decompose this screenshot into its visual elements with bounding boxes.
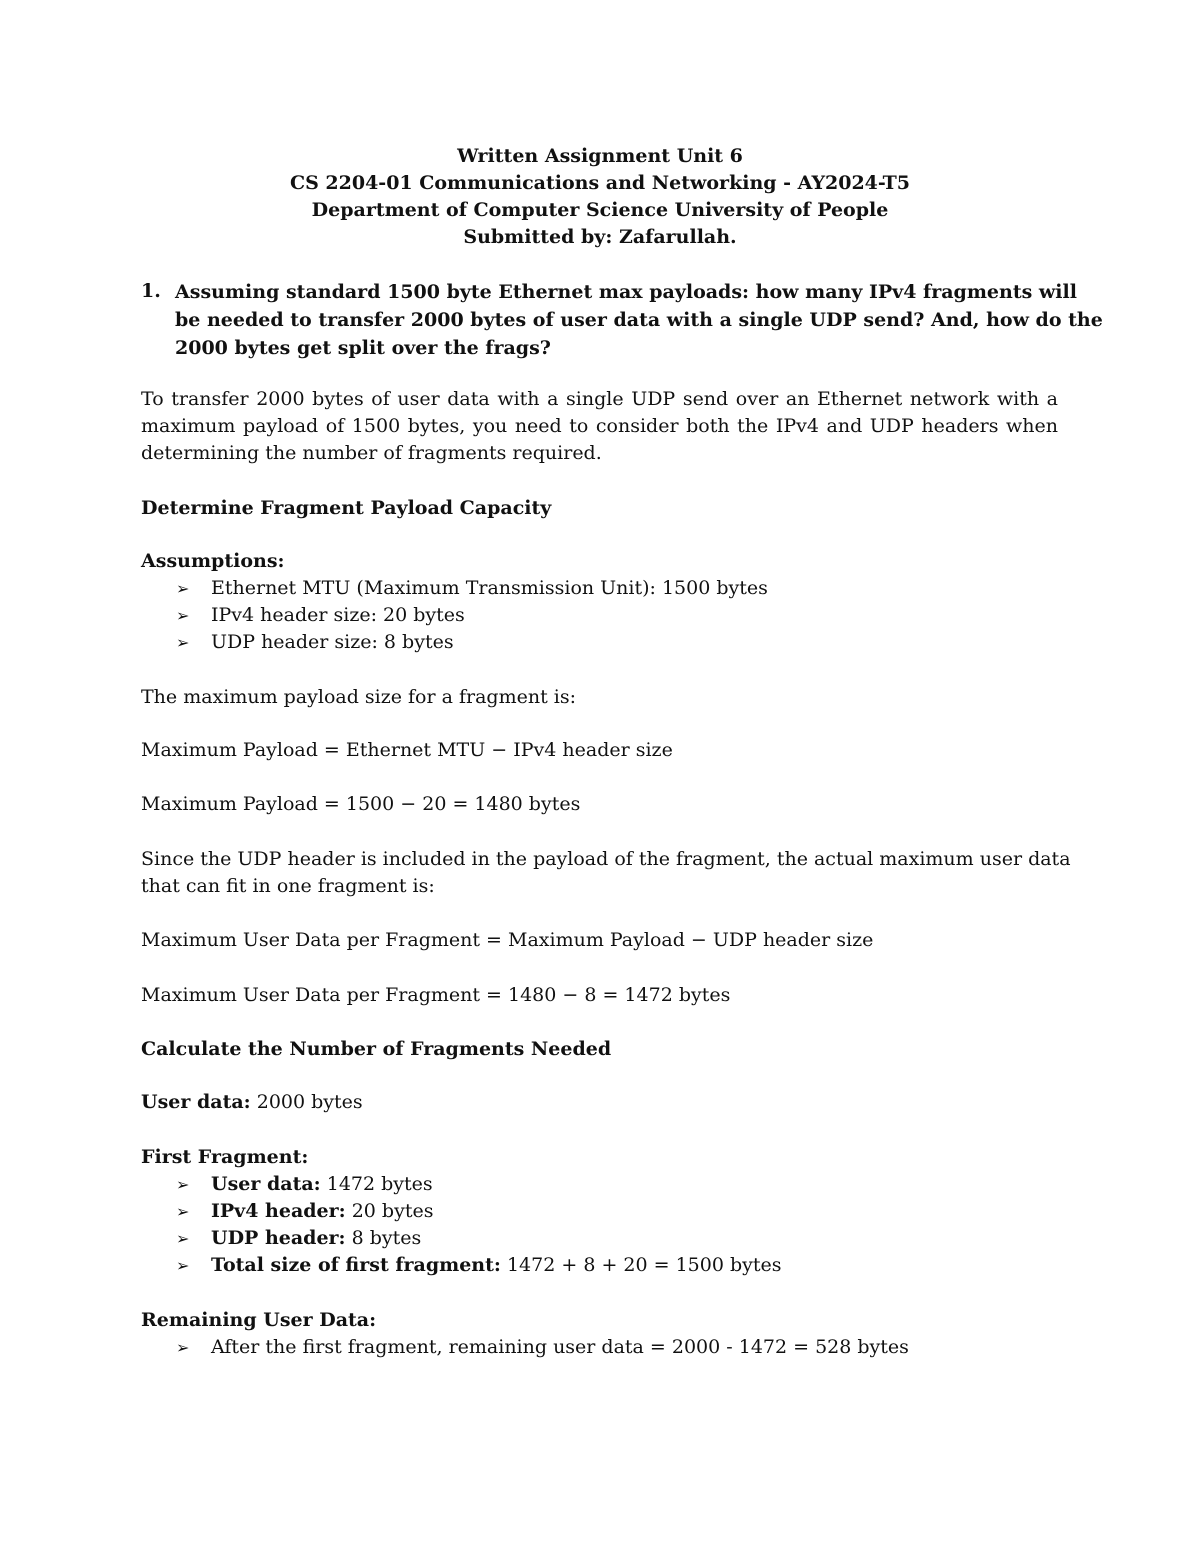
fragment-item-value: 1472 + 8 + 20 = 1500 bytes [500, 1254, 782, 1276]
submitted-by-line: Submitted by: Zafarullah. [463, 226, 737, 248]
fragment-item-value: 8 bytes [345, 1227, 422, 1249]
fragment-item-value: 20 bytes [345, 1200, 434, 1222]
question-number: 1. [141, 280, 161, 302]
paragraph-line: Since the UDP header is included in the payload of the fragment, the actual maximum user data [141, 848, 1071, 870]
paragraph-line: determining the number of fragments required. [141, 442, 602, 464]
remaining-item [176, 1334, 909, 1361]
paragraph-line: To transfer 2000 bytes of user data with a single UDP send over an Ethernet network with a [141, 388, 1058, 410]
arrow-bullet-icon: ➢ [176, 579, 190, 598]
fragment-item-label: Total size of first fragment: [211, 1254, 501, 1276]
section-heading: Calculate the Number of Fragments Needed [141, 1038, 612, 1060]
fragment-item [176, 1171, 433, 1198]
fragment-item-label: UDP header: [211, 1227, 346, 1249]
question-line: be needed to transfer 2000 bytes of user data with a single UDP send? And, how do the [175, 309, 1103, 331]
fragment-item-value: 1472 bytes [320, 1173, 433, 1195]
question-line: 2000 bytes get split over the frags? [175, 337, 551, 359]
question-text [175, 278, 1103, 362]
fragment-item [176, 1198, 433, 1225]
arrow-bullet-icon: ➢ [176, 1229, 190, 1248]
department-line: Department of Computer Science University of People [311, 199, 889, 221]
intro-paragraph [141, 386, 1058, 467]
assumption-item [176, 575, 768, 602]
formula-max-payload: Maximum Payload = Ethernet MTU − IPv4 header size [141, 739, 673, 761]
question-line: Assuming standard 1500 byte Ethernet max payloads: how many IPv4 fragments will [175, 281, 1077, 303]
document-title: Written Assignment Unit 6 [457, 145, 743, 167]
assumption-text: Ethernet MTU (Maximum Transmission Unit): 1500 bytes [211, 577, 768, 599]
arrow-bullet-icon: ➢ [176, 633, 190, 652]
section-heading: Determine Fragment Payload Capacity [141, 497, 552, 519]
arrow-bullet-icon: ➢ [176, 1338, 190, 1357]
formula-max-user-data-value: Maximum User Data per Fragment = 1480 − 8 = 1472 bytes [141, 984, 731, 1006]
arrow-bullet-icon: ➢ [176, 1175, 190, 1194]
remaining-item-text: After the first fragment, remaining user data = 2000 - 1472 = 528 bytes [211, 1336, 909, 1358]
assumption-text: UDP header size: 8 bytes [211, 631, 454, 653]
fragment-item-label: IPv4 header: [211, 1200, 346, 1222]
fragment-item-label: User data: [211, 1173, 321, 1195]
arrow-bullet-icon: ➢ [176, 606, 190, 625]
user-data-value: 2000 bytes [250, 1091, 363, 1113]
assumptions-heading: Assumptions: [141, 550, 285, 572]
assumption-item [176, 629, 454, 656]
assumption-text: IPv4 header size: 20 bytes [211, 604, 465, 626]
paragraph-line: maximum payload of 1500 bytes, you need to consider both the IPv4 and UDP headers when [141, 415, 1058, 437]
arrow-bullet-icon: ➢ [176, 1256, 190, 1275]
user-data-line [141, 1089, 363, 1116]
paragraph-line: that can fit in one fragment is: [141, 875, 435, 897]
arrow-bullet-icon: ➢ [176, 1202, 190, 1221]
max-payload-intro: The maximum payload size for a fragment is: [141, 686, 576, 708]
udp-note-paragraph [141, 846, 1071, 900]
assumption-item [176, 602, 465, 629]
formula-max-user-data: Maximum User Data per Fragment = Maximum Payload − UDP header size [141, 929, 874, 951]
formula-max-payload-value: Maximum Payload = 1500 − 20 = 1480 bytes [141, 793, 581, 815]
user-data-label: User data: [141, 1091, 251, 1113]
remaining-heading: Remaining User Data: [141, 1309, 377, 1331]
course-line: CS 2204-01 Communications and Networking - AY2024-T5 [289, 172, 911, 194]
first-fragment-heading: First Fragment: [141, 1146, 309, 1168]
fragment-item [176, 1225, 421, 1252]
fragment-item [176, 1252, 782, 1279]
